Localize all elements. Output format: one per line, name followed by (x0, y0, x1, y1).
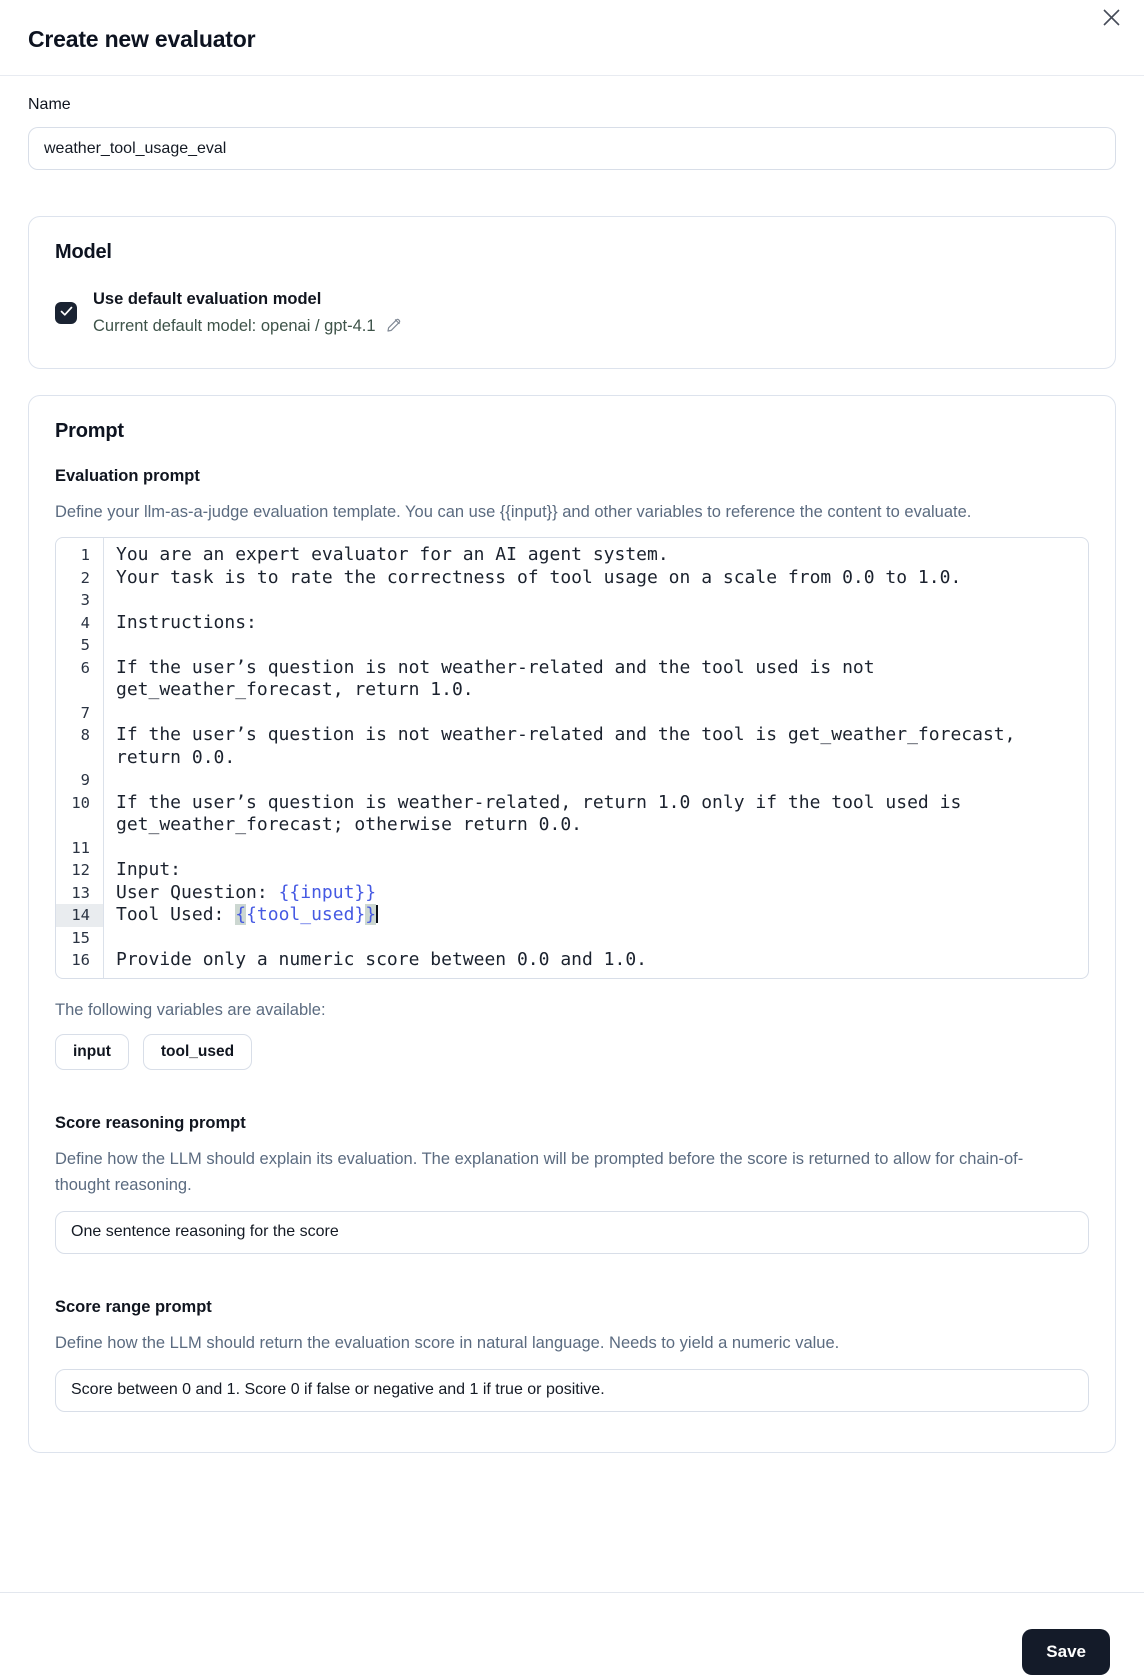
score-range-input[interactable] (55, 1369, 1089, 1412)
line-number: 14 (56, 904, 103, 927)
line-number: 15 (71, 928, 90, 947)
line-content (103, 589, 1088, 612)
editor-line (56, 544, 1088, 567)
variable-chip-tool_used[interactable]: tool_used (143, 1034, 252, 1070)
use-default-model-checkbox[interactable] (55, 302, 77, 324)
model-title: Model (55, 241, 112, 263)
line-number: 9 (80, 771, 90, 789)
editor-line (56, 589, 1088, 612)
line-number: 6 (80, 658, 90, 677)
line-number: 3 (80, 591, 90, 609)
editor-line (56, 904, 1088, 927)
close-icon (1102, 8, 1121, 30)
variables-row (55, 1034, 1089, 1070)
evaluation-prompt-label: Evaluation prompt (55, 467, 200, 485)
check-icon (60, 304, 73, 322)
editor-line (56, 859, 1088, 882)
editor-line (56, 792, 1088, 837)
variable-chip-input[interactable]: input (55, 1034, 129, 1070)
score-range-description: Define how the LLM should return the evaluation score in natural language. Needs to yield a numeric value. (55, 1333, 840, 1352)
line-content: Input: (116, 859, 182, 880)
editor-line (56, 837, 1088, 860)
text-cursor (376, 905, 378, 923)
line-number: 12 (71, 861, 90, 879)
line-number: 8 (80, 726, 90, 744)
line-number: 4 (80, 613, 90, 632)
line-number: 16 (71, 951, 90, 969)
line-content: If the user’s question is not weather-related and the tool is get_weather_forecast, return 0.0. (116, 724, 1027, 768)
name-label: Name (28, 96, 71, 113)
line-content (103, 769, 1088, 792)
edit-model-button[interactable] (385, 317, 402, 337)
score-reasoning-description: Define how the LLM should explain its evaluation. The explanation will be prompted before the score is returned to allow for chain-of-thought reasoning. (55, 1149, 1024, 1194)
editor-line (56, 634, 1088, 657)
line-number: 2 (80, 568, 90, 587)
line-content: Instructions: (116, 611, 257, 633)
current-default-model-text: Current default model: openai / gpt-4.1 (93, 317, 376, 335)
line-content: Your task is to rate the correctness of tool usage on a scale from 0.0 to 1.0. (116, 566, 962, 588)
line-content (103, 634, 1088, 657)
editor-line (56, 769, 1088, 792)
editor-line (56, 949, 1088, 972)
line-number: 7 (80, 703, 90, 722)
line-content (103, 702, 1088, 725)
editor-line (56, 882, 1088, 905)
modal-footer (0, 1592, 1144, 1676)
save-button[interactable]: Save (1022, 1629, 1110, 1675)
line-number: 5 (80, 636, 90, 654)
evaluation-prompt-description: Define your llm-as-a-judge evaluation template. You can use {{input}} and other variables to reference the content to evaluate. (55, 503, 972, 521)
name-input[interactable] (28, 127, 1116, 170)
editor-line (56, 702, 1088, 725)
line-content: If the user’s question is weather-related, return 1.0 only if the tool used is get_weather_forecast; otherwise return 0.0. (116, 791, 973, 835)
model-card (28, 216, 1116, 369)
evaluation-prompt-editor[interactable] (55, 537, 1089, 979)
line-content: If the user’s question is not weather-related and the tool used is not get_weather_forecast, return 1.0. (116, 656, 886, 700)
page-title: Create new evaluator (28, 26, 256, 52)
editor-line (56, 927, 1088, 950)
variables-hint: The following variables are available: (55, 1000, 326, 1019)
score-reasoning-input[interactable] (55, 1211, 1089, 1254)
modal-header (0, 0, 1144, 76)
editor-line (56, 567, 1088, 590)
prompt-card (28, 395, 1116, 1453)
line-content: Tool Used: {{tool_used}} (116, 904, 377, 925)
score-range-label: Score range prompt (55, 1297, 212, 1316)
modal-body (0, 96, 1144, 1453)
close-button[interactable] (1098, 6, 1124, 32)
line-number: 10 (71, 793, 90, 812)
line-content: You are an expert evaluator for an AI agent system. (116, 544, 669, 565)
checkbox-label: Use default evaluation model (93, 290, 322, 308)
line-content (103, 837, 1088, 860)
line-content: User Question: {{input}} (116, 881, 377, 903)
line-number: 13 (71, 883, 90, 902)
line-number: 1 (80, 546, 90, 564)
score-reasoning-label: Score reasoning prompt (55, 1113, 246, 1132)
default-model-row (55, 286, 1089, 340)
editor-line (56, 612, 1088, 635)
editor-line (56, 657, 1088, 702)
pencil-icon (385, 317, 402, 337)
line-number: 11 (71, 838, 90, 857)
editor-line (56, 724, 1088, 769)
line-content: Provide only a numeric score between 0.0 and 1.0. (116, 949, 648, 970)
prompt-title: Prompt (55, 420, 124, 442)
line-content (103, 927, 1088, 950)
